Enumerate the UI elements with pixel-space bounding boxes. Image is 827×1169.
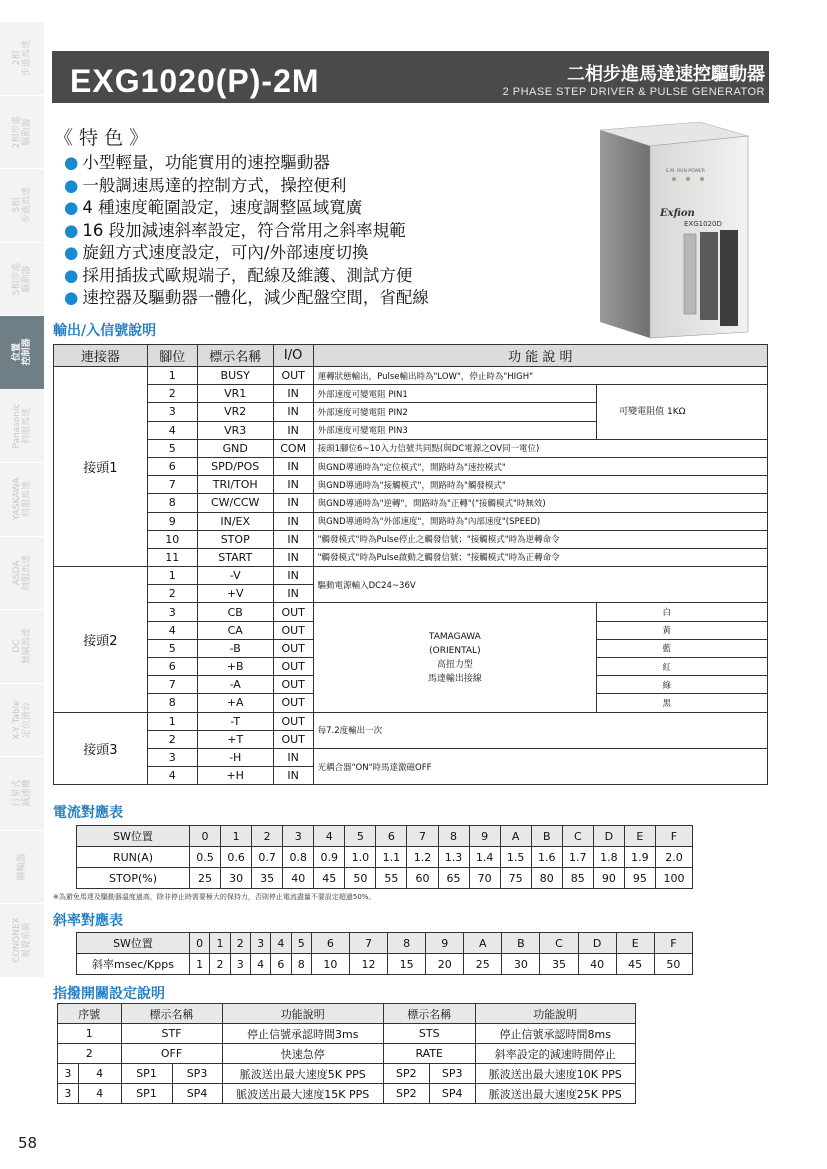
- table-row: 6 SPD/POS IN 與GND導通時為"定位模式"，開路時為"速控模式": [54, 457, 768, 475]
- table-row: 接頭1 1 BUSY OUT 運轉狀態輸出，Pulse輸出時為"LOW"，停止時為"HIGH": [54, 367, 768, 385]
- feature-item: ● 速控器及驅動器一體化，減少配盤空間，省配線: [64, 288, 429, 307]
- col-header: I/O: [273, 345, 313, 367]
- table-row: 5 GND COM 接頭1腳位6~10入力信號共同點(與DC電源之OV同一電位): [54, 439, 768, 457]
- features-list: [64, 152, 429, 310]
- dip-section-title: 指撥開關設定說明: [53, 986, 165, 1002]
- connector-strip: [684, 234, 696, 314]
- sidebar-tab-label: DC 無刷馬達: [12, 628, 32, 665]
- connector-label: 接頭1: [54, 367, 148, 567]
- connector-label: 接頭3: [54, 712, 148, 785]
- sidebar-tab-vision-system[interactable]: [0, 904, 44, 978]
- wire-color: 白: [597, 603, 768, 621]
- table-row: 8 CW/CCW IN 與GND導通時為"逆轉"，開路時為"正轉"("接觸模式"時無效): [54, 494, 768, 512]
- table-row: 接頭3 1 -T OUT 每7.2度輸出一次: [54, 712, 768, 730]
- bullet-icon: ●: [64, 265, 79, 285]
- col-header: 腳位: [147, 345, 197, 367]
- sidebar-tab-label: 5相步進 驅動器: [12, 262, 32, 296]
- sidebar-tab-label: 位置 控制器: [12, 338, 32, 366]
- feature-item: ● 4 種速度範圍設定，速度調整區域寬廣: [64, 198, 363, 217]
- vr-note: 可變電阻值 1KΩ: [597, 385, 768, 440]
- sidebar-tab-5phase-motor[interactable]: [0, 169, 44, 243]
- table-row: 2 VR1 IN 外部速度可變電阻 PIN1 可變電阻值 1KΩ: [54, 385, 768, 403]
- table-row: 3 CB OUT TAMAGAWA (ORIENTAL) 高扭力型 馬達輸出接線 白: [54, 603, 768, 621]
- table-row: 11 START IN "觸發模式"時為Pulse啟動之觸發信號；"接觸模式"時為正轉命令: [54, 548, 768, 566]
- product-photo: [580, 108, 768, 344]
- table-row: 3 4 SP1 SP3 脈波送出最大速度5K PPS SP2 SP3 脈波送出最大速度10K PPS: [58, 1064, 636, 1084]
- table-row: 斜率msec/Kpps 1 2 3 4 6 8 10 12 15 20 25 30 35 40 45 50: [77, 954, 693, 975]
- title-chinese: 二相步進馬達速控驅動器: [567, 64, 765, 85]
- sidebar-tab-yaskawa[interactable]: [0, 463, 44, 537]
- sidebar-tab-label: 聯軸器: [17, 853, 27, 881]
- current-section-title: 電流對應表: [53, 805, 123, 821]
- sidebar-tab-planetary-reducer[interactable]: [0, 757, 44, 831]
- table-header-row: 序號 標示名稱 功能說明 標示名稱 功能說明: [58, 1004, 636, 1024]
- wire-color: 黑: [597, 694, 768, 712]
- feature-item: ● 小型輕量，功能實用的速控驅動器: [64, 153, 330, 172]
- feature-item: ● 16 段加減速斜率設定，符合常用之斜率規範: [64, 220, 406, 240]
- led-icon: [700, 177, 704, 181]
- table-row: 3 4 SP1 SP4 脈波送出最大速度15K PPS SP2 SP4 脈波送出最大速度25K PPS: [58, 1084, 636, 1104]
- product-brand: Exfion: [660, 208, 695, 219]
- col-header: 連接器: [54, 345, 148, 367]
- io-section-title: 輸出/入信號說明: [53, 323, 157, 339]
- bullet-icon: ●: [64, 243, 79, 262]
- sidebar-tab-label: X-Y Table 定位滑台: [12, 699, 32, 740]
- feature-item: ● 旋鈕方式速度設定，可內/外部速度切換: [64, 243, 369, 262]
- slope-table: [76, 932, 693, 975]
- table-row: 9 IN/EX IN 與GND導通時為"外部速度"，開路時為"內部速度"(SPEED): [54, 512, 768, 530]
- sidebar-tab-position-controller[interactable]: [0, 316, 44, 390]
- title-english: 2 PHASE STEP DRIVER & PULSE GENERATOR: [502, 86, 765, 98]
- table-row: 5 -B OUT 藍: [54, 639, 768, 657]
- product-model: EXG1020D: [684, 220, 722, 228]
- current-table: [76, 825, 693, 889]
- sidebar-tab-coupling[interactable]: [0, 831, 44, 905]
- dip-switch-table: [57, 1003, 636, 1104]
- bullet-icon: ●: [64, 220, 79, 240]
- table-header-row: SW位置 0 1 2 3 4 5 6 7 8 9 A B C D E F: [77, 933, 693, 954]
- sidebar-tab-panasonic[interactable]: [0, 390, 44, 464]
- sidebar-tab-label: 5相 步進馬達: [12, 187, 32, 224]
- bullet-icon: ●: [64, 288, 79, 307]
- table-row: 3 -H IN 光耦合器"ON"時馬達激磁OFF: [54, 748, 768, 766]
- sidebar-tab-label: Panasonic 伺服馬達: [12, 403, 32, 449]
- table-row: 接頭2 1 -V IN 驅動電源輸入DC24~36V: [54, 567, 768, 585]
- bullet-icon: ●: [64, 153, 79, 172]
- sidebar-tab-label: 2相步進 驅動器: [12, 115, 32, 149]
- table-row: 8 +A OUT 黑: [54, 694, 768, 712]
- table-row: 3 VR2 IN 外部速度可變電阻 PIN2: [54, 403, 768, 421]
- table-header-row: SW位置 0 1 2 3 4 5 6 7 8 9 A B C D E F: [77, 826, 693, 847]
- feature-item: ● 採用插拔式歐規端子，配線及維護、測試方便: [64, 265, 413, 285]
- motor-wiring-desc: TAMAGAWA (ORIENTAL) 高扭力型 馬達輸出接線: [313, 603, 596, 712]
- connector-label: 接頭2: [54, 567, 148, 713]
- io-signal-table: [53, 344, 768, 785]
- model-number: EXG1020(P)-2M: [70, 63, 320, 99]
- col-header: 標示名稱: [197, 345, 273, 367]
- led-icon: [686, 177, 690, 181]
- wire-color: 黃: [597, 621, 768, 639]
- table-row: 10 STOP IN "觸發模式"時為Pulse停止之觸發信號；"接觸模式"時為逆轉命令: [54, 530, 768, 548]
- wire-color: 綠: [597, 676, 768, 694]
- table-row: 6 +B OUT 紅: [54, 658, 768, 676]
- table-row: 4 VR3 IN 外部速度可變電阻 PIN3: [54, 421, 768, 439]
- table-header-row: [54, 345, 768, 367]
- sidebar-tab-label: ASDA 伺服馬達: [12, 554, 32, 591]
- table-row: 4 CA OUT 黃: [54, 621, 768, 639]
- title-banner: [52, 51, 769, 103]
- power-desc: 驅動電源輸入DC24~36V: [313, 567, 767, 603]
- feature-item: ● 一般調速馬達的控制方式，操控便利: [64, 175, 347, 195]
- sidebar-tab-asda[interactable]: [0, 537, 44, 611]
- product-led-labels: E.M. RUN POWER: [666, 169, 705, 174]
- sidebar-tab-label: 2相 步進馬達: [12, 40, 32, 77]
- sidebar-tab-label: 行星式 減速機: [12, 779, 32, 807]
- table-row: 2 +T OUT: [54, 730, 768, 748]
- sidebar-tab-5phase-driver[interactable]: [0, 243, 44, 317]
- table-row: RUN(A) 0.5 0.6 0.7 0.8 0.9 1.0 1.1 1.2 1.3 1.4 1.5 1.6 1.7 1.8 1.9 2.0: [77, 847, 693, 868]
- features-heading: 《 特 色 》: [54, 127, 149, 149]
- table-row: 2 OFF 快速急停 RATE 斜率設定的減速時間停止: [58, 1044, 636, 1064]
- sidebar: [0, 22, 44, 978]
- table-row: 1 STF 停止信號承認時間3ms STS 停止信號承認時間8ms: [58, 1024, 636, 1044]
- bullet-icon: ●: [64, 175, 79, 195]
- page-number: 58: [18, 1134, 38, 1152]
- h-desc: 光耦合器"ON"時馬達激磁OFF: [313, 748, 767, 784]
- table-row: 2 +V IN: [54, 585, 768, 603]
- col-header: 功 能 說 明: [313, 345, 767, 367]
- terminal-block: [700, 232, 718, 320]
- table-row: STOP(%) 25 30 35 40 45 50 55 60 65 70 75 80 85 90 95 100: [77, 868, 693, 889]
- sidebar-tab-dc-brushless[interactable]: [0, 610, 44, 684]
- current-note: ※為避免馬達及驅動器溫度過高，除非停止時需要極大的保持力，否則停止電流盡量不要設定超過50%。: [53, 893, 376, 901]
- table-row: 4 +H IN: [54, 767, 768, 785]
- bullet-icon: ●: [64, 198, 79, 217]
- sidebar-tab-xy-table[interactable]: [0, 684, 44, 758]
- led-icon: [672, 177, 676, 181]
- t-desc: 每7.2度輸出一次: [313, 712, 767, 748]
- slope-section-title: 斜率對應表: [53, 913, 123, 929]
- table-row: 7 TRI/TOH IN 與GND導通時為"接觸模式"，開路時為"觸發模式": [54, 476, 768, 494]
- sidebar-tab-label: CONGNEX 視覺系統: [12, 917, 32, 964]
- terminal-block: [720, 230, 738, 326]
- product-side: [600, 130, 650, 338]
- sidebar-tab-2phase-driver[interactable]: [0, 96, 44, 170]
- sidebar-tab-label: YASKAWA 伺服馬達: [12, 477, 32, 521]
- wire-color: 紅: [597, 658, 768, 676]
- table-row: 7 -A OUT 綠: [54, 676, 768, 694]
- wire-color: 藍: [597, 639, 768, 657]
- sidebar-tab-2phase-motor[interactable]: [0, 22, 44, 96]
